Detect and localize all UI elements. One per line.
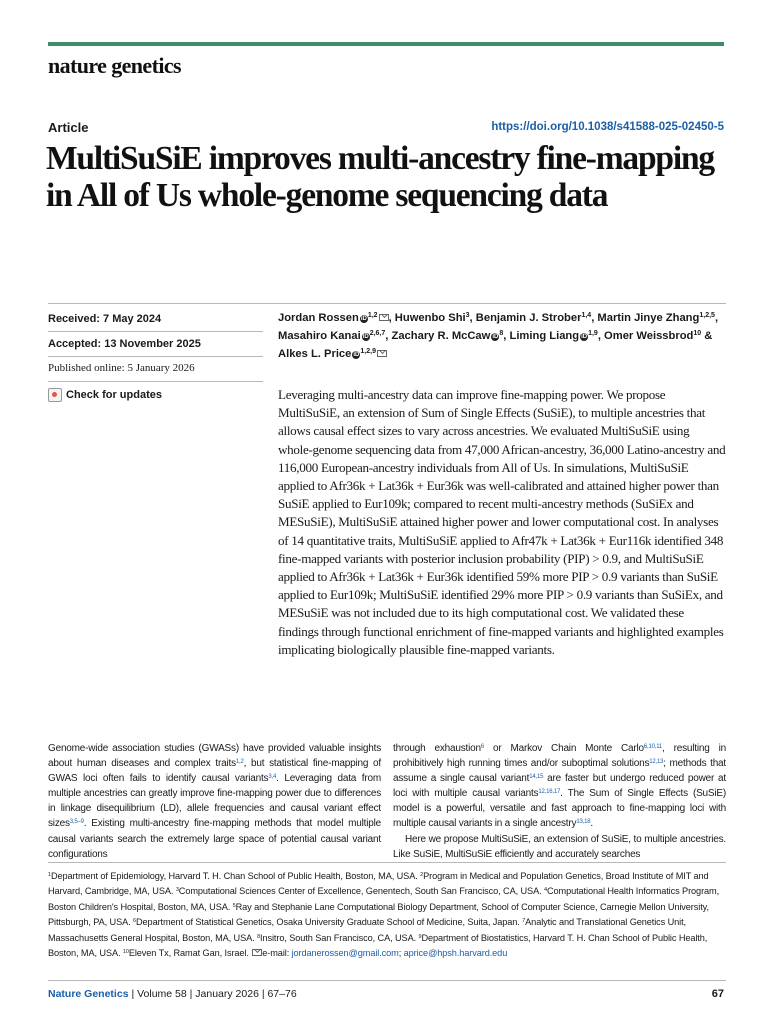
reference-citation[interactable]: 14,15 (529, 774, 544, 781)
author-separator: , (597, 330, 601, 342)
author-name[interactable]: Zachary R. McCaw (391, 330, 491, 342)
footer-divider (48, 980, 726, 981)
author-affiliation-ref: 3 (465, 312, 470, 319)
orcid-icon[interactable]: iD (360, 316, 367, 322)
author-separator: , (385, 330, 389, 342)
accepted-date: Accepted: 13 November 2025 (48, 338, 201, 350)
email-icon[interactable] (379, 314, 389, 321)
reference-citation[interactable]: 7 (522, 918, 526, 925)
author-entry[interactable] (278, 348, 387, 360)
author-affiliation-ref: 1,2,9 (360, 348, 376, 355)
article-type-label: Article (48, 120, 89, 135)
reference-citation[interactable]: 1 (48, 872, 51, 878)
author-affiliation-ref: 2,6,7 (369, 330, 386, 337)
reference-citation[interactable]: 10 (122, 949, 129, 956)
meta-divider (48, 356, 263, 357)
author-separator: & (701, 330, 713, 342)
reference-citation[interactable]: 6,10,11 (643, 744, 663, 750)
article-title: MultiSuSiE improves multi-ancestry fine-mapping in All of Us whole-genome sequencing data (46, 140, 714, 214)
meta-divider (48, 381, 263, 382)
reference-citation[interactable]: 6 (133, 918, 137, 925)
journal-logo[interactable]: nature genetics (48, 53, 181, 78)
author-separator: , (591, 312, 595, 324)
author-entry[interactable] (278, 330, 388, 342)
reference-citation[interactable]: 3,5–9 (69, 819, 84, 826)
author-entry[interactable] (395, 312, 473, 324)
check-for-updates-button[interactable] (48, 388, 162, 402)
check-for-updates-label: Check for updates (66, 389, 162, 401)
author-name[interactable]: Huwenbo Shi (394, 312, 466, 324)
reference-citation[interactable]: 12,16,17 (538, 789, 561, 796)
footer-volume-info: | Volume 58 | January 2026 | 67–76 (128, 988, 297, 1000)
author-separator: , (503, 330, 507, 342)
author-separator: , (469, 312, 473, 324)
reference-citation[interactable]: 4 (544, 887, 547, 894)
email-icon[interactable] (377, 350, 387, 357)
published-date: Published online: 5 January 2026 (48, 362, 195, 374)
author-name[interactable]: Omer Weissbrod (604, 330, 694, 342)
orcid-icon[interactable]: iD (492, 334, 499, 340)
author-affiliation-ref: 10 (693, 330, 702, 337)
crossmark-icon (48, 388, 62, 402)
author-entry[interactable] (604, 330, 712, 342)
orcid-icon[interactable]: iD (353, 352, 360, 358)
doi-link[interactable]: https://doi.org/10.1038/s41588-025-02450-5 (491, 121, 724, 133)
reference-citation[interactable]: 12,13 (649, 759, 664, 766)
footer-journal[interactable]: Nature Genetics (48, 988, 129, 1000)
author-affiliation-ref: 1,9 (588, 330, 598, 337)
reference-citation[interactable]: 1,2 (235, 759, 244, 766)
received-date: Received: 7 May 2024 (48, 313, 162, 325)
author-affiliation-ref: 8 (499, 330, 504, 337)
reference-citation[interactable]: 3,4 (268, 774, 277, 781)
author-name[interactable]: Benjamin J. Strober (475, 312, 582, 324)
author-entry[interactable] (509, 330, 600, 342)
author-name[interactable]: Jordan Rossen (278, 312, 359, 324)
author-name[interactable]: Martin Jinye Zhang (597, 312, 700, 324)
author-affiliation-ref: 1,2,5 (699, 312, 715, 319)
body-text-right-column: through exhaustion$^6$ or Markov Chain Monte Carlo$^{6,10,11}$, resulting in prohibitively high running times and/or suboptimal solutions$^{12,13}$; methods that assume a single causal variant$^{14,15}$ are faster but undergo reduced power at loci with multiple causal variants$^{12,16,17}$. The Sum of Single Effects (SuSiE) model is a powerful, versatile and fast approach to fine-mapping loci with multiple causal variants in a single ancestry$^{13,18}$. Here we propose MultiSuSiE, an extension of SuSiE, to multiple ancestries. Like SuSiE, MultiSuSiE efficiently and accurately searches (393, 743, 726, 860)
page-number: 67 (711, 988, 724, 1000)
journal-accent-bar (48, 42, 724, 46)
email-icon (252, 949, 262, 956)
abstract: Leveraging multi-ancestry data can improve fine-mapping power. We propose MultiSuSiE, an extension of Sum of Single Effects (SuSiE), to multiple ancestries that allows causal effect sizes to vary across ancestries. We evaluated MultiSuSiE using whole-genome sequencing data from 47,000 African-ancestry, 36,000 Latino-ancestry and 116,000 European-ancestry individuals from All of Us. In simulations, MultiSuSiE applied to Afr36k + Lat36k + Eur36k was well-calibrated and attained higher power than SuSiE applied to Eur109k; compared to recent multi-ancestry methods (SuSiEx and MESuSiE), MultiSuSiE attained higher power and lower computational cost. In analyses of 14 quantitative traits, MultiSuSiE applied to Afr47k + Lat36k + Eur116k identified 348 fine-mapped variants with posterior inclusion probability (PIP) > 0.9, and MultiSuSiE applied to Afr36k + Lat36k + Eur36k identified 59% more PIP > 0.9 variants than SuSiE applied to Eur109k; MultiSuSiE identified 29% more PIP > 0.9 variants than SuSiEx, and MESuSiE was not included due to its high computational cost. We validated these findings through functional enrichment of fine-mapped variants and highlighted examples implicating biologically plausible fine-mapped variants. (278, 387, 726, 657)
body-text-left-column: Genome-wide association studies (GWASs) have provided valuable insights about human diseases and complex traits$^{1,2}$, but statistical fine-mapping of GWAS loci often fails to identify causal variants$^{3,4}$. Leveraging data from multiple ancestries can greatly improve fine-mapping power due to differences in linkage disequilibrium (LD), allele frequencies and causal variant effect sizes$^{3,5-9}$. Existing multi-ancestry fine-mapping methods that model multiple causal variants search the extremely large space of potential causal variant configurations (48, 743, 381, 860)
reference-citation[interactable]: 3 (175, 887, 179, 894)
reference-citation[interactable]: 6 (480, 744, 485, 750)
orcid-icon[interactable]: iD (362, 334, 369, 340)
author-entry[interactable] (476, 312, 595, 324)
meta-divider (48, 331, 263, 332)
reference-citation[interactable]: 2 (420, 872, 424, 878)
author-entry[interactable] (597, 312, 718, 324)
author-entry[interactable] (278, 312, 392, 324)
affiliations: $^1$Department of Epidemiology, Harvard T. H. Chan School of Public Health, Boston, MA, USA. $^2$Program in Medical and Population Genetics, Broad Institute of MIT and Harvard, Cambridge, MA, USA. $^3$Computational Sciences Center of Excellence, Genentech, South San Francisco, CA, USA. $^4$Computational Health Informatics Program, Boston Children's Hospital, Boston, MA, USA. $^5$Ray and Stephanie Lane Computational Biology Department, School of Computer Science, Carnegie Mellon University, Pittsburgh, PA, USA. $^6$Department of Statistical Genetics, Osaka University Graduate School of Medicine, Suita, Japan. $^7$Analytic and Translational Genetics Unit, Massachusetts General Hospital, Boston, MA, USA. $^8$Insitro, South San Francisco, CA, USA. $^9$Department of Biostatistics, Harvard T. H. Chan School of Public Health, Boston, MA, USA. $^{10}$Eleven Tx, Ramat Gan, Israel. e-mail: jordanerossen@gmail.com; aprice@hpsh.harvard.edu (48, 871, 720, 959)
author-name[interactable]: Masahiro Kanai (278, 330, 361, 342)
author-separator: , (714, 312, 719, 324)
footer-citation (48, 988, 297, 1000)
reference-citation[interactable]: 5 (232, 902, 236, 909)
author-name[interactable]: Liming Liang (509, 330, 580, 342)
author-entry[interactable] (392, 330, 507, 342)
reference-citation[interactable]: 9 (418, 933, 422, 940)
header-divider (48, 303, 726, 304)
email-link[interactable]: aprice@hpsh.harvard.edu (403, 948, 508, 959)
reference-citation[interactable]: 8 (257, 933, 261, 940)
affiliations-divider (48, 862, 726, 863)
orcid-icon[interactable]: iD (581, 334, 588, 340)
email-link[interactable]: jordanerossen@gmail.com (291, 948, 399, 959)
author-separator: , (388, 312, 392, 324)
author-list (278, 309, 728, 363)
author-affiliation-ref: 1,2 (367, 312, 378, 319)
reference-citation[interactable]: 13,18 (576, 819, 591, 826)
author-name[interactable]: Alkes L. Price (278, 348, 352, 360)
author-affiliation-ref: 1,4 (581, 312, 592, 319)
